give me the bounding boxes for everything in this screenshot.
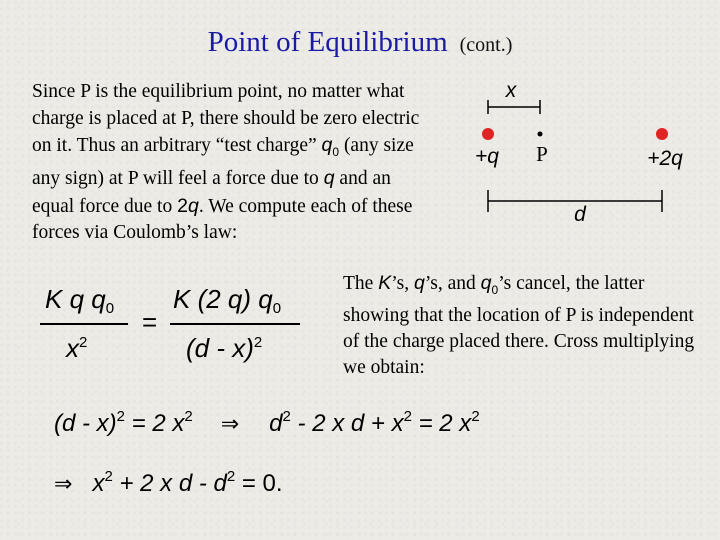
charge-diagram	[0, 0, 720, 250]
implies-icon: ⇒	[220, 412, 240, 437]
x-dimension-label: x	[505, 79, 517, 102]
lhs-denominator: $x^2$	[66, 333, 88, 363]
title-cont: (cont.)	[459, 34, 513, 56]
rhs-numerator: K (2 q) q0	[173, 284, 282, 317]
rhs-fraction-bar	[170, 323, 300, 325]
left-charge-label: +q	[475, 145, 499, 168]
intro-text-1: Since P is the equilibrium point, no matter what charge is placed at P, there should be zero electric on it. Thus an arbitrary “test charge”	[32, 81, 420, 156]
intro-text-2: (any size any sign) at P will feel a force due to	[32, 135, 414, 190]
d-dimension-label: d	[574, 203, 586, 226]
equals-sign: =	[142, 307, 158, 337]
two-symbol: 2	[177, 194, 188, 217]
point-p-label: P	[536, 142, 548, 166]
q-symbol: q	[413, 272, 425, 294]
intro-text-3: and an equal force due to	[32, 168, 391, 217]
right-charge-dot	[656, 128, 668, 140]
equation-line-2: (d - x)$^2$ = 2 $x^2$ ⇒ $d^2 - 2$ x $d + x^2 = 2$ $x^2$	[54, 408, 480, 437]
k-symbol: K	[378, 272, 392, 294]
lhs-numerator: K q q0	[45, 284, 115, 317]
cancellation-paragraph: The K’s, q’s, and $q_0’s$ cancel, the latter showing that the location of P is independent of the charge placed there. Cross multiplying we obtain:	[343, 272, 695, 378]
intro-text-4: . We compute each of these forces via Coulomb’s law:	[32, 195, 413, 244]
title-main: Point of Equilibrium	[207, 26, 448, 58]
q-symbol: q	[323, 167, 335, 190]
rhs-denominator: (d - x)$^2$	[186, 333, 263, 363]
left-charge-dot	[482, 128, 494, 140]
q0-symbol: $q_0$	[321, 134, 340, 159]
right-charge-label: +2q	[647, 147, 683, 170]
lhs-fraction-bar	[40, 323, 128, 325]
implies-icon: ⇒	[54, 472, 73, 497]
q-symbol-2: q	[187, 194, 199, 217]
equation-line-3: ⇒ $x^2 + 2$ x $d - d^2 = 0$.	[54, 468, 283, 497]
point-p-dot	[538, 132, 543, 137]
q0-symbol: $q_0$	[480, 272, 499, 297]
